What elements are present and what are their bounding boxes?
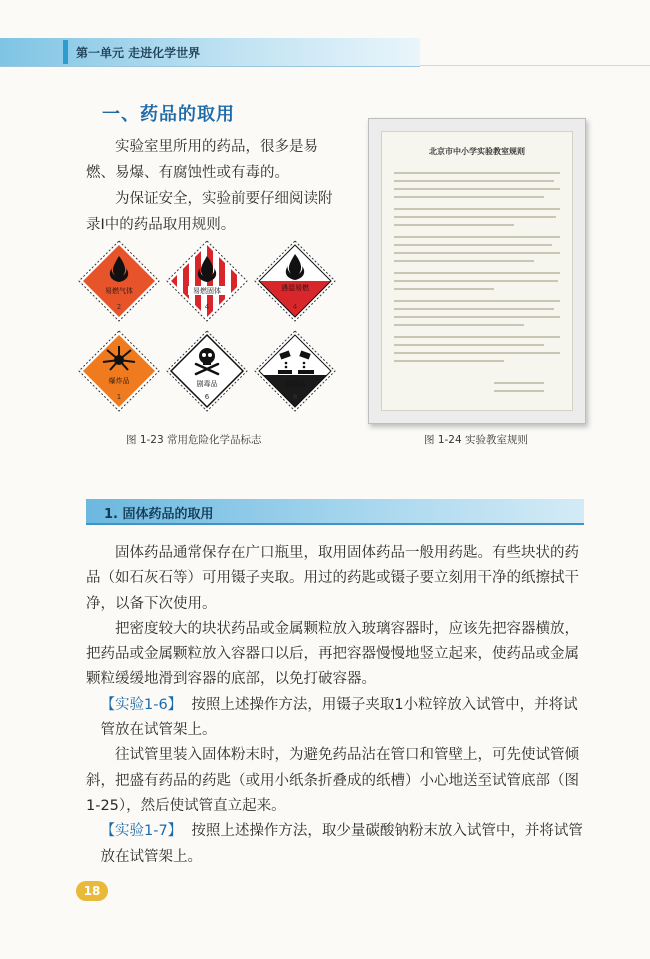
poster-title: 北京市中小学实验教室规则	[429, 147, 525, 156]
body-paragraph-2: 把密度较大的块状药品或金属颗粒放入玻璃容器时，应该先把容器横放，把药品或金属颗粒放入容器口以后，再把容器慢慢地竖立起来，使药品或金属颗粒缓缓地滑到容器的底部，以免打破容器。	[86, 620, 579, 688]
hazard-sign-flammable-solid	[166, 240, 248, 322]
intro-paragraph-1: 实验室里所用的药品，很多是易燃、易爆、有腐蚀性或有毒的。	[86, 139, 318, 181]
unit-label: 第一单元 走进化学世界	[76, 46, 201, 60]
unit-header	[0, 38, 420, 67]
lab-rules-poster-frame	[368, 118, 586, 424]
sign-label-1: 易燃气体	[105, 287, 133, 295]
body-paragraph-3: 往试管里装入固体粉末时，为避免药品沾在管口和管壁上，可先使试管倾斜，把盛有药品的药匙（或用小纸条折叠成的纸槽）小心地送至试管底部（图 1-25），然后使试管直立起来。	[86, 747, 579, 814]
hazard-sign-flammable-gas	[78, 240, 160, 322]
hazard-sign-toxic	[166, 330, 248, 412]
header-accent-bar	[63, 40, 68, 64]
body-paragraph-1: 固体药品通常保存在广口瓶里，取用固体药品一般用药匙。有些块状的药品（如石灰石等）可用镊子夹取。用过的药匙或镊子要立刻用干净的纸擦拭干净，以备下次使用。	[86, 545, 579, 612]
header-rule	[420, 65, 650, 66]
experiment-1-6	[86, 693, 586, 744]
intro-text	[86, 134, 346, 238]
sign-number-2: 4	[204, 303, 210, 311]
sign-number-4: 1	[116, 393, 122, 401]
sign-number-5: 6	[204, 393, 210, 401]
figure-1-24-caption: 图 1-24 实验教室规则	[424, 434, 529, 446]
sign-label-6: 腐蚀品	[284, 380, 306, 388]
sign-label-5: 剧毒品	[196, 380, 218, 388]
sign-label-3: 遇湿易燃	[281, 284, 309, 292]
experiment-1-6-text: 按照上述操作方法，用镊子夹取1小粒锌放入试管中，并将试管放在试管架上。	[100, 696, 578, 739]
hazard-signs-figure	[72, 238, 340, 418]
sign-number-6: 8	[292, 393, 298, 401]
hazard-sign-corrosive	[254, 330, 336, 412]
intro-paragraph-2: 为保证安全，实验前要仔细阅读附录Ⅰ中的药品取用规则。	[86, 191, 333, 233]
figure-1-23-caption: 图 1-23 常用危险化学品标志	[126, 434, 262, 446]
sign-label-4: 爆炸品	[108, 377, 130, 385]
experiment-1-6-label: 【实验1-6】	[100, 696, 183, 713]
section-title: 一、药品的取用	[102, 104, 235, 125]
experiment-1-7	[86, 819, 586, 870]
experiment-1-7-text: 按照上述操作方法，取少量碳酸钠粉末放入试管中，并将试管放在试管架上。	[100, 823, 583, 865]
hazard-sign-explosive	[78, 330, 160, 412]
hazard-sign-dangerous-when-wet	[254, 240, 336, 322]
page-number: 18	[76, 881, 108, 901]
sign-label-2: 易燃固体	[193, 287, 221, 295]
experiment-1-7-label: 【实验1-7】	[100, 823, 183, 840]
sign-number-3: 4	[292, 303, 298, 311]
subsection-title: 1. 固体药品的取用	[104, 507, 214, 522]
subsection-header	[86, 499, 584, 525]
body-text	[86, 541, 586, 870]
lab-rules-poster	[381, 131, 573, 411]
sign-number-1: 2	[116, 303, 122, 311]
